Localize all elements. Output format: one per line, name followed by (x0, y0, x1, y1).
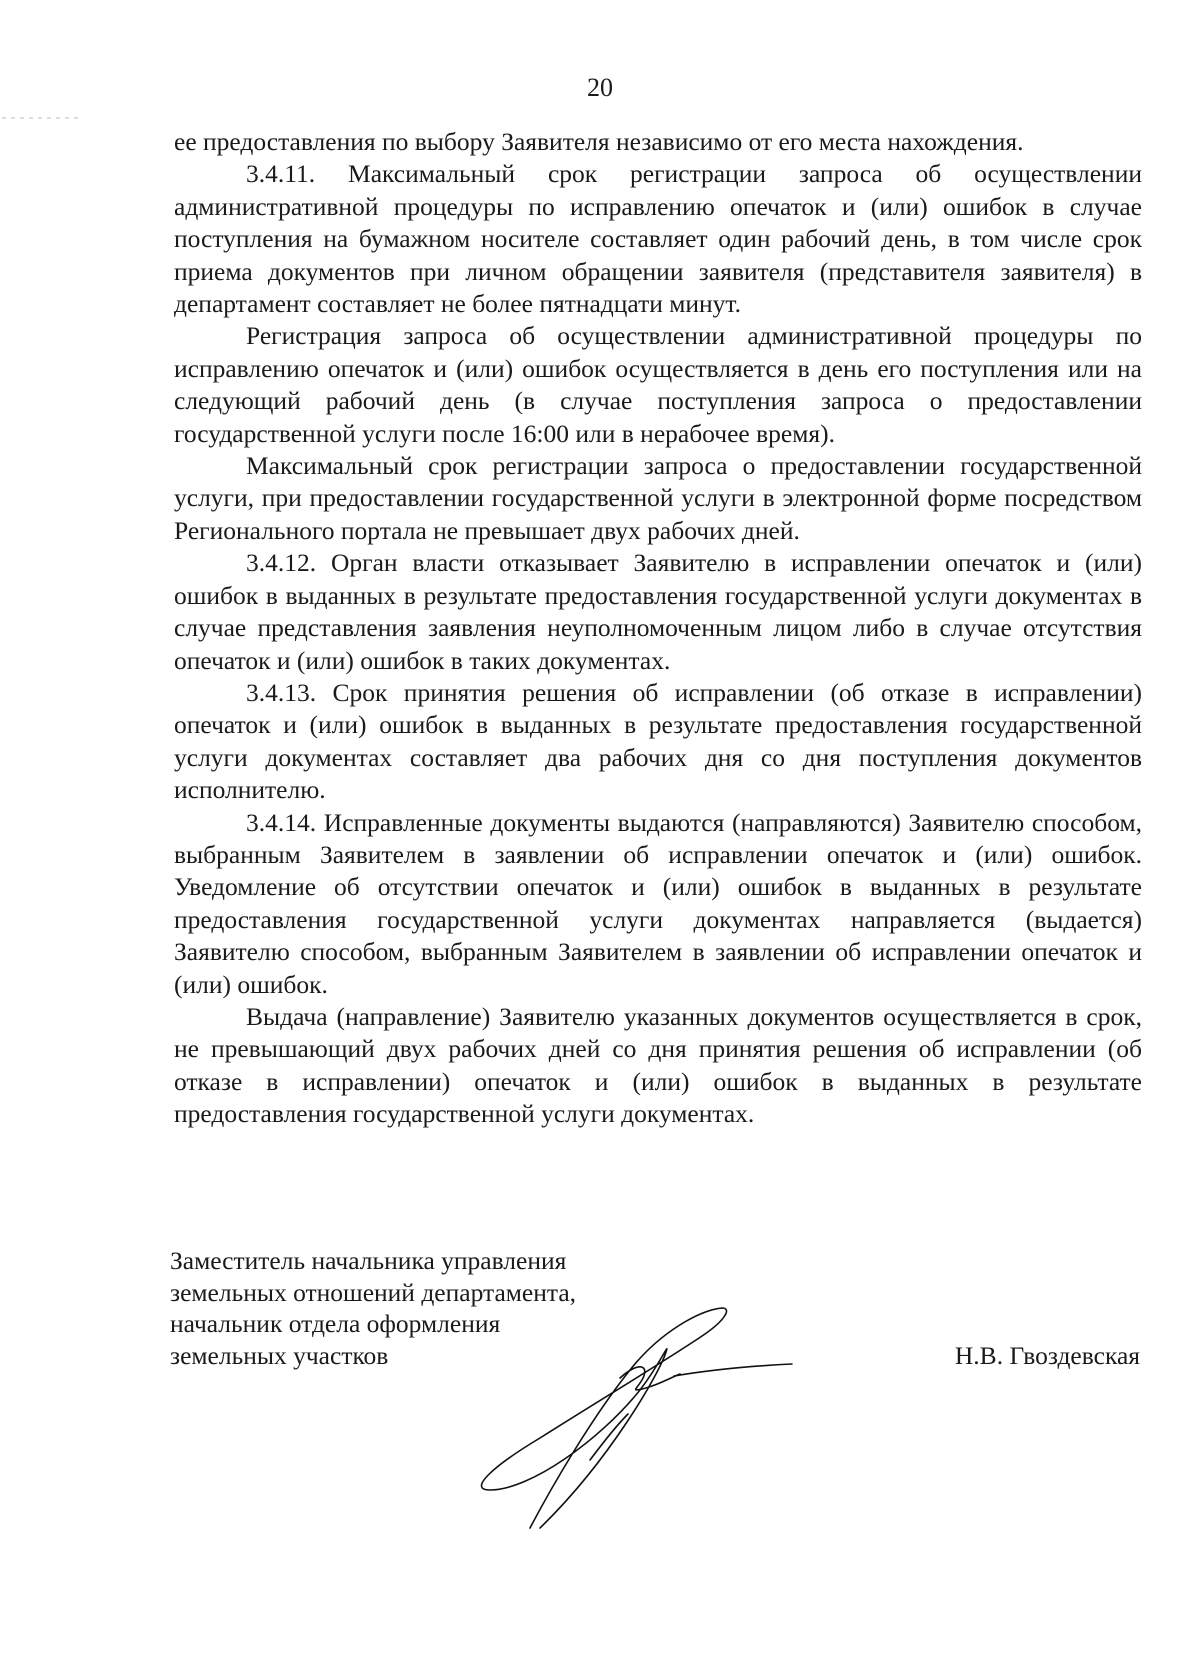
page-number: 20 (587, 73, 613, 102)
signer-position-line: земельных отношений департамента, (170, 1277, 577, 1307)
signer-position-line: Заместитель начальника управления (170, 1246, 567, 1275)
signer-position-line: земельных участков (170, 1340, 389, 1370)
paragraph-3-4-13: 3.4.13. Срок принятия решения об исправлении (об отказе в исправлении) опечаток и (или) ошибок в выданных в результате предоставления государственной услуги документах составляет два рабочих дня со дня поступления документов исполнителю. (174, 677, 1142, 805)
handwritten-signature (470, 1300, 800, 1530)
signer-position-line: начальник отдела оформления (170, 1309, 501, 1338)
paragraph-issuance: Выдача (направление) Заявителю указанных документов осуществляется в срок, не превышающий двух рабочих дней со дня принятия решения об исправлении (об отказе в исправлении) опечаток и (или) ошибок в выданных в результате предоставления государственной услуги документах. (174, 1001, 1142, 1129)
paragraph-3-4-14: 3.4.14. Исправленные документы выдаются (направляются) Заявителю способом, выбранным Заявителем в заявлении об исправлении опечаток и (или) ошибок. Уведомление об отсутствии опечаток и (или) ошибок в выданных в результате предоставления государственной услуги документах направляется (выдается) Заявителю способом, выбранным Заявителем в заявлении об исправлении опечаток и (или) ошибок. (174, 807, 1142, 999)
paragraph-3-4-11: 3.4.11. Максимальный срок регистрации запроса об осуществлении административной процедуры по исправлению опечаток и (или) ошибок в случае поступления на бумажном носителе составляет один рабочий день, в том числе срок приема документов при личном обращении заявителя (представителя заявителя) в департамент составляет не более пятнадцати минут. (174, 159, 1142, 319)
paragraph-registration: Регистрация запроса об осуществлении административной процедуры по исправлению опечаток и (или) ошибок осуществляется в день его поступления или на следующий рабочий день (в случае поступления запроса о предоставлении государственной услуги после 16:00 или в нерабочее время). (174, 321, 1142, 448)
document-body (174, 126, 1142, 1131)
paragraph-continuation: ее предоставления по выбору Заявителя независимо от его места нахождения. (174, 127, 1024, 156)
paragraph-3-4-12: 3.4.12. Орган власти отказывает Заявителю в исправлении опечаток и (или) ошибок в выданных в результате предоставления государственной услуги документах в случае представления заявления неуполномоченным лицом либо в случае отсутствия опечаток и (или) ошибок в таких документах. (174, 548, 1142, 675)
paragraph-max-term: Максимальный срок регистрации запроса о предоставлении государственной услуги, при предоставлении государственной услуги в электронной форме посредством Регионального портала не превышает двух рабочих дней. (174, 451, 1142, 545)
scan-artifact (0, 115, 80, 121)
signer-name: Н.В. Гвоздевская (954, 1340, 1140, 1370)
